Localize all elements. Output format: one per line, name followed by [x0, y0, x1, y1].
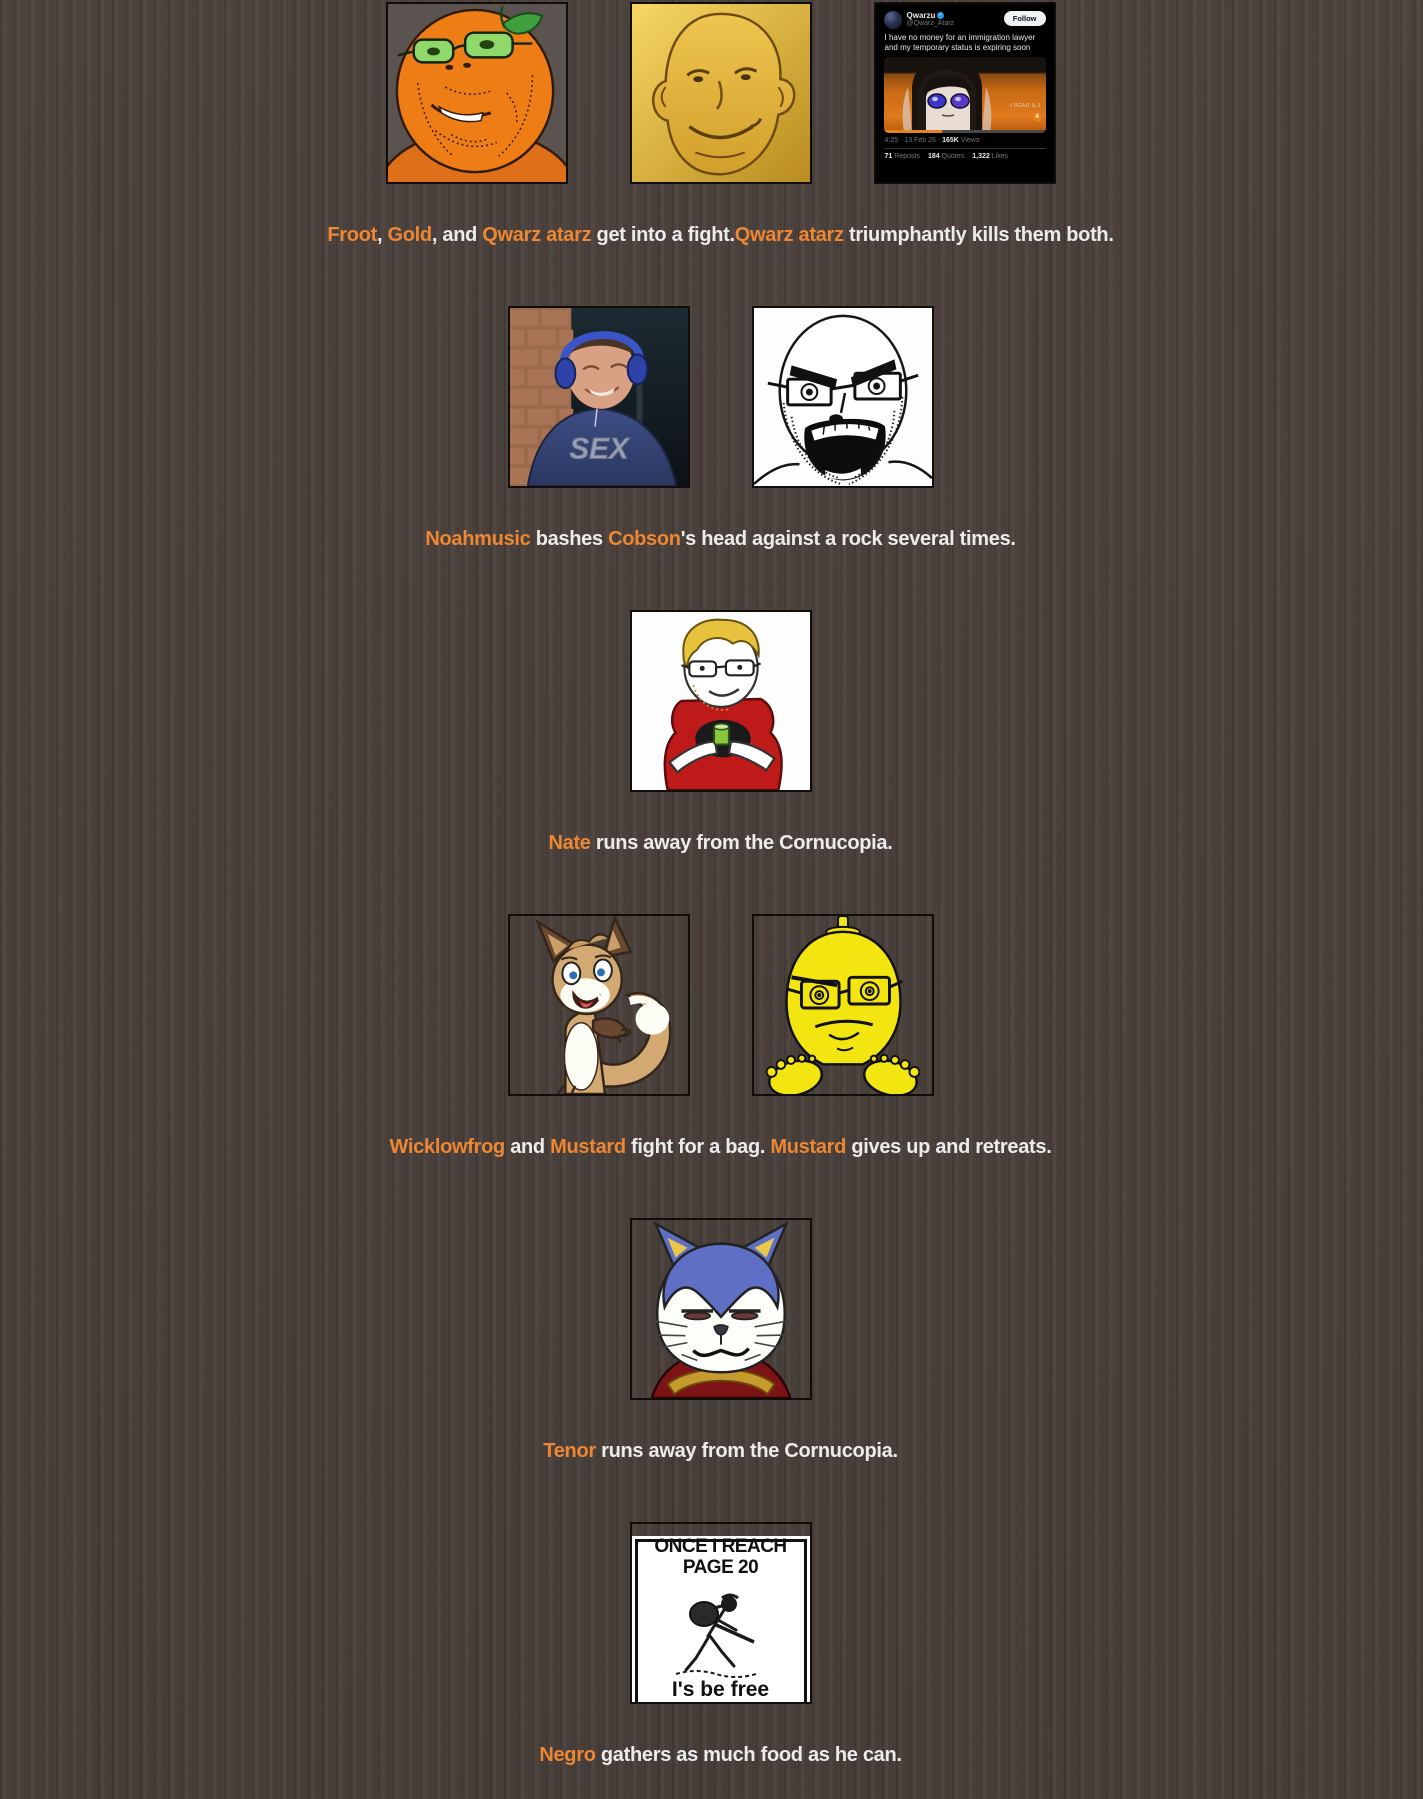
event-text-segment: runs away from the Cornucopia. — [590, 832, 893, 854]
tweet-handle: @Qwarz_Atarz — [906, 20, 955, 27]
tweet-meta-line — [876, 133, 1054, 144]
tweet-screenshot — [876, 4, 1054, 182]
verified-badge-icon: ✓ — [938, 12, 943, 18]
avatar-mustard — [752, 914, 934, 1096]
tribute-name: Mustard — [770, 1136, 847, 1158]
wicklowfrog-fox-illustration — [510, 916, 688, 1094]
quotes-count: 184 — [927, 153, 940, 160]
event-4-text — [9, 1134, 1423, 1160]
anime-girl-illustration — [884, 57, 1046, 133]
likes-label: Likes — [991, 153, 1009, 160]
chest — [564, 1023, 598, 1090]
likes-count: 1,322 — [972, 153, 990, 160]
event-5-images — [9, 1218, 1423, 1400]
event-text-segment: gives up and retreats. — [846, 1136, 1052, 1158]
event-text-segment: bashes — [530, 528, 609, 550]
event-3-images — [9, 610, 1423, 792]
arm — [593, 1018, 627, 1037]
tribute-name: Qwarz atarz — [734, 224, 844, 246]
meme-bottom-text: I's be free — [671, 1678, 770, 1701]
avatar-cobson — [752, 306, 934, 488]
meme-line-1: ONCE I REACH — [654, 1536, 787, 1557]
event-row-4 — [9, 914, 1423, 1160]
event-row-3 — [9, 610, 1423, 856]
tribute-name: Gold — [387, 224, 432, 246]
event-4-images — [9, 914, 1423, 1096]
event-1-images — [9, 2, 1423, 184]
event-1-text — [9, 222, 1423, 248]
nate-illustration — [632, 612, 810, 790]
tweet-profile-avatar — [884, 11, 902, 29]
event-6-images — [9, 1522, 1423, 1704]
event-6-text — [9, 1742, 1423, 1768]
head — [786, 932, 900, 1065]
event-row-5 — [9, 1218, 1423, 1464]
avatar-noahmusic — [508, 306, 690, 488]
gold-wojak-illustration — [632, 4, 810, 182]
reposts-count: 71 — [884, 153, 893, 160]
avatar-negro-meme — [630, 1522, 812, 1704]
event-text-segment: , — [376, 224, 388, 246]
event-text-segment: 's head against a rock several times. — [680, 528, 1016, 550]
meme-line-2: PAGE 20 — [682, 1557, 759, 1578]
tweet-header — [876, 4, 1054, 31]
event-text-segment: triumphantly kills them both. — [843, 224, 1114, 246]
video-badge: 4 — [1033, 113, 1042, 122]
tweet-reposts — [885, 153, 920, 160]
page-20-meme — [632, 1536, 810, 1704]
meme-top-text — [632, 1536, 810, 1578]
shirt-text: SEX — [568, 432, 629, 466]
tweet-quotes — [928, 153, 964, 160]
avatar-nate — [630, 610, 812, 792]
sack — [690, 1602, 718, 1626]
tweet-likes — [972, 153, 1008, 160]
avatar-froot — [386, 2, 568, 184]
tribute-name: Qwarz atarz — [482, 224, 592, 246]
noahmusic-photo-illustration — [510, 308, 688, 486]
reposts-label: Reposts — [894, 153, 920, 160]
follow-button: Follow — [1004, 11, 1046, 26]
event-text-segment: runs away from the Cornucopia. — [595, 1440, 898, 1462]
tribute-name: Tenor — [543, 1440, 596, 1462]
avatar-wicklowfrog — [508, 914, 690, 1096]
cobson-angry-soyjak-illustration — [754, 308, 932, 486]
tribute-name: Cobson — [608, 528, 681, 550]
event-row-2 — [9, 306, 1423, 552]
avatar-tenor — [630, 1218, 812, 1400]
quotes-label: Quotes — [941, 153, 965, 160]
tribute-name: Negro — [539, 1744, 596, 1766]
tweet-timestamp: 4:25 · 13 Feb 26 · — [884, 137, 941, 144]
tribute-name: Froot — [327, 224, 377, 246]
video-progress-bar — [884, 130, 1046, 133]
tweet-views-count: 165K — [942, 137, 959, 144]
tenor-blue-cat-illustration — [632, 1220, 810, 1398]
tweet-display-name-text: Qwarzu — [906, 11, 936, 20]
froot-orange-soyjak-illustration — [388, 4, 566, 182]
event-2-text — [9, 526, 1423, 552]
event-row-1 — [9, 2, 1423, 248]
tweet-views-label: Views — [960, 137, 980, 144]
event-text-segment: fight for a bag. — [625, 1136, 771, 1158]
tweet-stats-row — [876, 149, 1054, 160]
tweet-display-name — [907, 11, 1000, 20]
avatar-gold — [630, 2, 812, 184]
tribute-name: Noahmusic — [425, 528, 531, 550]
tweet-body-text: I have no money for an immigration lawyer and my temporary status is expiring soon — [884, 33, 1036, 52]
event-text-segment: , and — [431, 224, 483, 246]
tribute-name: Mustard — [550, 1136, 626, 1158]
avatar-qwarz-tweet — [874, 2, 1056, 184]
event-2-images — [9, 306, 1423, 488]
event-text-segment: and — [504, 1136, 551, 1158]
event-row-6 — [9, 1522, 1423, 1768]
tweet-video-thumbnail — [884, 57, 1046, 133]
event-3-text — [9, 830, 1423, 856]
event-text-segment: gathers as much food as he can. — [595, 1744, 902, 1766]
tribute-name: Nate — [548, 832, 591, 854]
tribute-name: Wicklowfrog — [389, 1136, 505, 1158]
event-5-text — [9, 1438, 1423, 1464]
event-text-segment: get into a fight. — [591, 224, 735, 246]
mustard-illustration — [754, 916, 932, 1094]
walking-man-with-sack-illustration — [656, 1584, 786, 1684]
video-caption-text: I READ S.J — [1010, 103, 1041, 109]
